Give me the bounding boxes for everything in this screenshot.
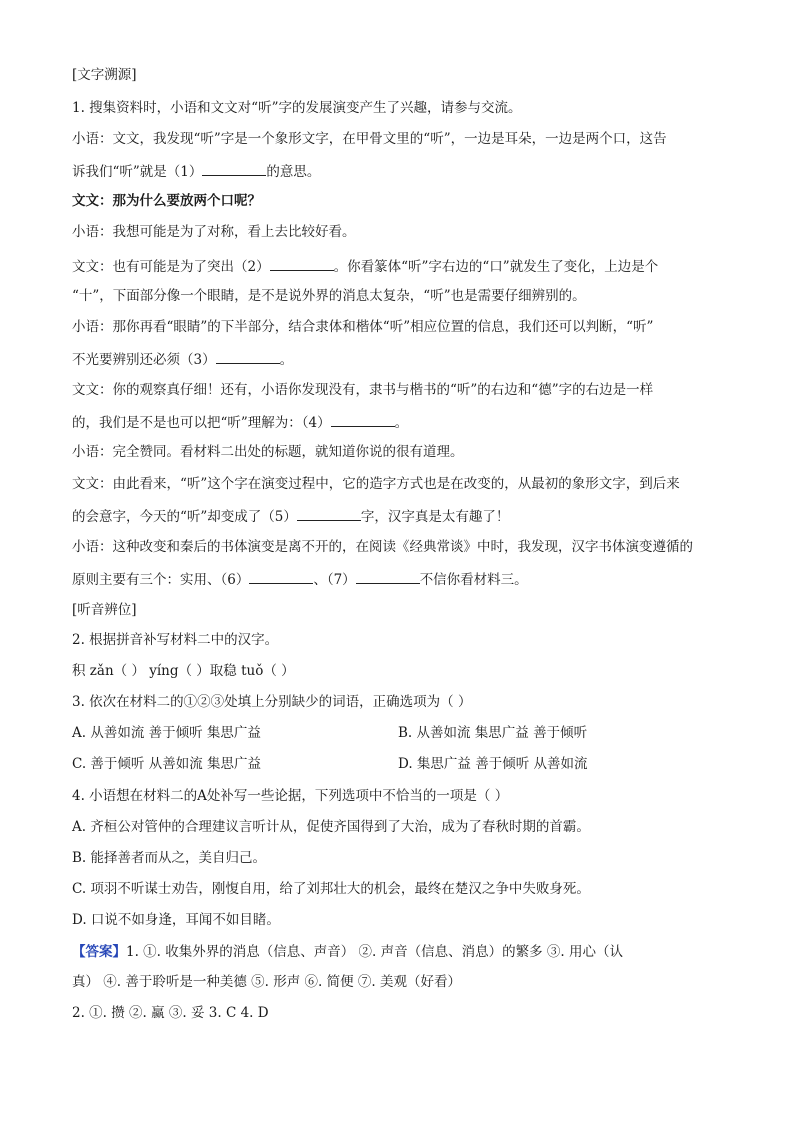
dialogue-text: 的会意字，今天的“听”却变成了（5） bbox=[72, 509, 297, 525]
dialogue-text: 、（7） bbox=[313, 572, 356, 588]
dialogue-line: 小语：这种改变和秦后的书体演变是离不开的，在阅读《经典常谈》中时，我发现，汉字书体演变遵循的 bbox=[72, 539, 693, 555]
dialogue-text: 不光要辨别还必须（3） bbox=[72, 352, 216, 368]
answer-blank-1[interactable] bbox=[202, 160, 266, 176]
answer-blank-7[interactable] bbox=[356, 568, 420, 584]
dialogue-line: “十”，下面部分像一个眼睛，是不是说外界的消息太复杂，“听”也是需要仔细辨别的。 bbox=[72, 288, 586, 304]
answer-line bbox=[72, 942, 724, 962]
answer-blank-2[interactable] bbox=[270, 255, 334, 271]
option-4a[interactable]: A. 齐桓公对管仲的合理建议言听计从，促使齐国得到了大治，成为了春秋时期的首霸。 bbox=[72, 819, 590, 835]
question-3-stem: 3. 依次在材料二的①②③处填上分别缺少的词语，正确选项为（ ） bbox=[72, 694, 472, 710]
answer-blank-6[interactable] bbox=[249, 568, 313, 584]
answer-line: 真） ④. 善于聆听是一种美德 ⑤. 形声 ⑥. 简便 ⑦. 美观（好看） bbox=[72, 974, 461, 990]
dialogue-line: 小语：那你再看“眼睛”的下半部分，结合隶体和楷体“听”相应位置的信息，我们还可以判断，“听” bbox=[72, 319, 654, 335]
dialogue-line: 文文：你的观察真仔细！还有，小语你发现没有，隶书与楷书的“听”的右边和“德”字的右边是一样 bbox=[72, 382, 654, 398]
dialogue-line: 小语：我想可能是为了对称，看上去比较好看。 bbox=[72, 224, 356, 240]
dialogue-line: 文文：那为什么要放两个口呢？ bbox=[72, 193, 261, 209]
dialogue-text: 字，汉字真是太有趣了！ bbox=[360, 509, 510, 525]
answer-text: 1. ①. 收集外界的消息（信息、声音） ②. 声音（信息、消息）的繁多 ③. 用心（认 bbox=[126, 944, 624, 960]
option-3a[interactable]: A. 从善如流 善于倾听 集思广益 bbox=[72, 725, 261, 741]
dialogue-text: 文文：也有可能是为了突出（2） bbox=[72, 259, 270, 275]
option-4d[interactable]: D. 口说不如身逢，耳闻不如目睹。 bbox=[72, 912, 280, 928]
dialogue-line bbox=[72, 348, 724, 368]
option-4c[interactable]: C. 项羽不听谋士劝告，刚愎自用，给了刘邦壮大的机会，最终在楚汉之争中失败身死。 bbox=[72, 881, 590, 897]
dialogue-line bbox=[72, 411, 724, 431]
dialogue-text: 不信你看材料三。 bbox=[419, 572, 528, 588]
answer-blank-3[interactable] bbox=[216, 348, 280, 364]
dialogue-line bbox=[72, 505, 724, 525]
dialogue-text: 的，我们是不是也可以把“听”理解为：（4） bbox=[72, 415, 331, 431]
dialogue-line: 文文：由此看来，“听”这个字在演变过程中，它的造字方式也是在改变的，从最初的象形文字，到后来 bbox=[72, 476, 680, 492]
question-4-stem: 4. 小语想在材料二的A处补写一些论据，下列选项中不恰当的一项是（ ） bbox=[72, 788, 509, 804]
dialogue-line: 小语：文文，我发现“听”字是一个象形文字，在甲骨文里的“听”，一边是耳朵，一边是两个口，这告 bbox=[72, 131, 667, 147]
dialogue-line bbox=[72, 568, 724, 588]
option-4b[interactable]: B. 能择善者而从之，美自归己。 bbox=[72, 850, 267, 866]
dialogue-text: 。 bbox=[394, 415, 409, 431]
dialogue-line: 小语：完全赞同。看材料二出处的标题，就知道你说的很有道理。 bbox=[72, 444, 464, 460]
dialogue-text: 诉我们“听”就是（1） bbox=[72, 164, 203, 180]
question-2-stem: 2. 根据拼音补写材料二中的汉字。 bbox=[72, 632, 279, 648]
answer-line: 2. ①. 攒 ②. 赢 ③. 妥 3. C 4. D bbox=[72, 1005, 269, 1021]
question-2-pinyin: 积 zǎn（ ） yíng（ ）取稳 tuǒ（ ） bbox=[72, 663, 295, 679]
dialogue-line bbox=[72, 255, 724, 275]
section-heading-tingyin-bianwei: [听音辨位] bbox=[72, 602, 137, 618]
dialogue-text: 。 bbox=[279, 352, 294, 368]
option-3c[interactable]: C. 善于倾听 从善如流 集思广益 bbox=[72, 756, 262, 772]
answer-blank-4[interactable] bbox=[331, 411, 395, 427]
dialogue-text: 的意思。 bbox=[266, 164, 321, 180]
answer-blank-5[interactable] bbox=[297, 505, 361, 521]
dialogue-text: 。你看篆体“听”字右边的“口”就发生了变化，上边是个 bbox=[333, 259, 659, 275]
question-1-intro: 1. 搜集资料时，小语和文文对“听”字的发展演变产生了兴趣，请参与交流。 bbox=[72, 100, 522, 116]
option-3d[interactable]: D. 集思广益 善于倾听 从善如流 bbox=[398, 756, 588, 772]
dialogue-line bbox=[72, 160, 724, 180]
answer-tag: 【答案】 bbox=[72, 944, 126, 960]
section-heading-wenzi-suyuan: [文字溯源] bbox=[72, 67, 137, 83]
option-3b[interactable]: B. 从善如流 集思广益 善于倾听 bbox=[398, 725, 588, 741]
dialogue-text: 原则主要有三个：实用、（6） bbox=[72, 572, 250, 588]
